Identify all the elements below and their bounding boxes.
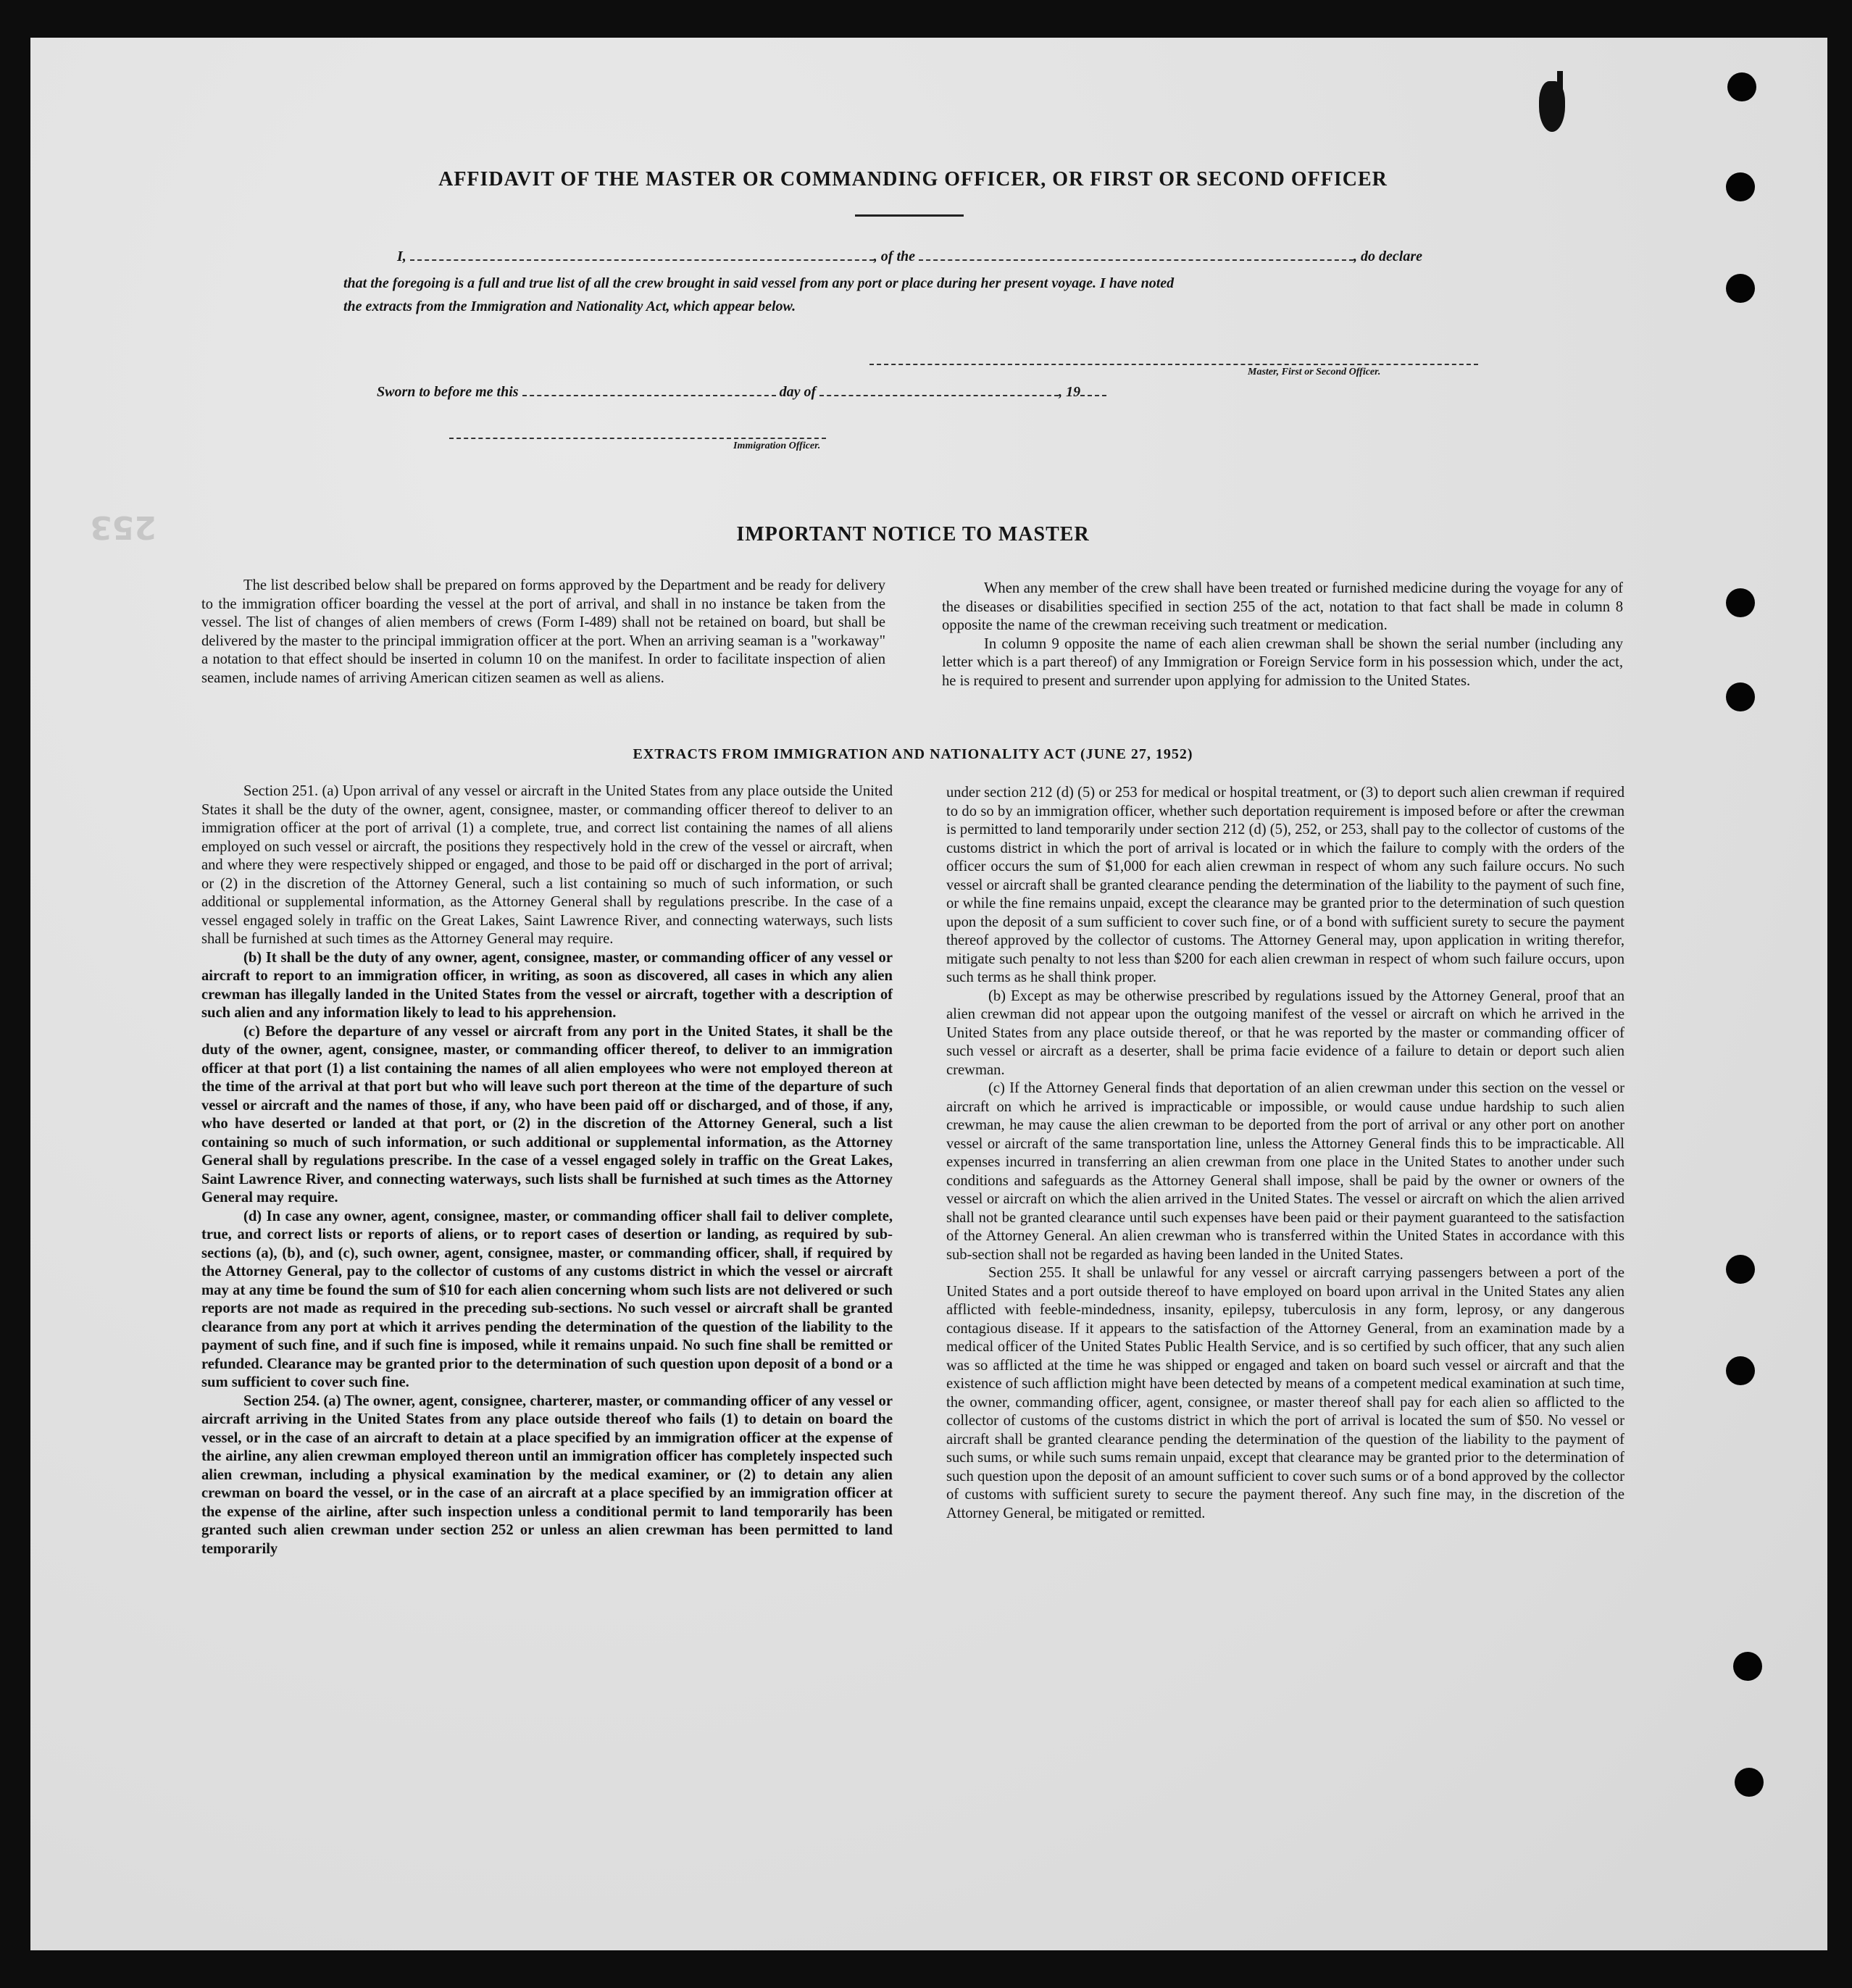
section-254a-continued-paragraph: under section 212 (d) (5) or 253 for medical or hospital treatment, or (3) to deport such alien crewman if required to do so by an immigration officer, whether such deportation requirement is imposed before or after the crewman is permitted to land temporarily under section 212 (d) (5), 252, or 253, shall pay to the collector of customs of the customs district in which the port of arrival is located or in which the failure to comply with the orders of the officer occurs the sum of $1,000 for each alien crewman in respect of whom any such failure occurs. No such vessel or aircraft shall be granted clearance pending the determination of the liability to the payment of such fine, or while the fine remains unpaid, except the clearance may be granted prior to the determination of such question upon the deposit of a sum sufficient to cover such fine, or of a bond with sufficient surety to secure the payment thereof approved by the collector of customs. The Attorney General may, upon application in writing therefor, mitigate such penalty to not less than $200 for each alien crewman in respect of whom such failure occurs, upon such terms as he shall think proper. xyxy=(946,785,1624,985)
section-255-paragraph: Section 255. It shall be unlawful for any vessel or aircraft carrying passengers between a port of the United States and a port outside thereof to have employed on board upon arrival in the United States any alien afflicted with feeble-mindedness, insanity, epilepsy, tuberculosis in any form, leprosy, or any dangerous contagious disease. If it appears to the satisfaction of the Attorney General, from an examination made by a medical officer of the United States Public Health Service, and is so certified by such officer, that any such alien was so afflicted at the time he was shipped or engaged and taken on board such vessel or aircraft and that the existence of such affliction might have been detected by means of a competent medical examination at such time, the owner, commanding officer, agent, consignee, or master thereof shall pay for each alien so afflicted to the collector of customs of the customs district in which the port of arrival is located the sum of $50. No vessel or aircraft shall be granted clearance pending the determination of the question of the liability to the payment of such sums, or while such sums remain unpaid, except that clearance may be granted prior to the determination of such question upon the deposit of an amount sufficient to cover such sums or of a bond approved by the collector of customs with sufficient surety to secure the payment thereof. Any such fine may, in the discretion of the Attorney General, be mitigated or remitted. xyxy=(946,1265,1624,1521)
binder-hole xyxy=(1726,1255,1755,1284)
declaration-start: I, xyxy=(397,248,406,264)
binder-hole xyxy=(1726,1356,1755,1385)
declaration-mid: , of the xyxy=(873,248,916,264)
sworn-day-field[interactable] xyxy=(522,385,776,396)
notice-paragraph: In column 9 opposite the name of each alien crewman shall be shown the serial number (including any letter which is a part thereof) of any Immigration or Foreign Service form in his possession which, under the act, he is required to present and surrender upon applying for admission to the United States. xyxy=(942,635,1623,689)
name-field[interactable] xyxy=(410,249,874,261)
extracts-left-column xyxy=(201,782,893,1558)
sworn-month-field[interactable] xyxy=(819,385,1059,396)
section-251c-paragraph: (c) Before the departure of any vessel or aircraft from any port in the United States, it shall be the duty of the owner, agent, consignee, master, or commanding officer thereof, to deliver to an immigration officer at that port (1) a list containing the names of all alien employees who were not employed thereon at the time of the arrival at that port but who will leave such port thereon at the time of the departure of such vessel or aircraft and the names of those, if any, who have been paid off or discharged, and of those, if any, who have deserted or landed at that port, or (2) in the discretion of the Attorney General, such a list containing so much of such information, or such additional or supplemental information, as the Attorney General shall by regulations prescribe. In the case of a vessel engaged solely in traffic on the Great Lakes, Saint Lawrence River, and connecting waterways, such lists shall be furnished at such times as the Attorney General may require. xyxy=(201,1023,893,1206)
declaration-text-line: the extracts from the Immigration and Nationality Act, which appear below. xyxy=(343,298,796,314)
sworn-year-field[interactable] xyxy=(1080,385,1106,396)
sworn-mid: day of xyxy=(779,384,817,400)
section-254b-paragraph: (b) Except as may be otherwise prescribed by regulations issued by the Attorney General, proof that an alien crewman did not appear upon the outgoing manifest of the vessel or aircraft on which he arrived in the United States from any place outside thereof, or that he was reported by the master or commanding officer of such vessel or aircraft as a deserter, shall be prima facie evidence of a failure to detain or deport such alien crewman. xyxy=(946,987,1624,1078)
declaration-line xyxy=(397,248,1422,265)
binder-hole xyxy=(1727,72,1756,101)
section-251a-paragraph: Section 251. (a) Upon arrival of any vessel or aircraft in the United States from any place outside the United States it shall be the duty of the owner, agent, consignee, master, or commanding officer thereof to deliver to an immigration officer at the port of arrival (1) a complete, true, and correct list containing the names of all aliens employed on such vessel or aircraft, the positions they respectively hold in the crew of the vessel or aircraft, when and where they were respectively shipped or engaged, and those to be paid off or discharged in the port of arrival; or (2) in the discretion of the Attorney General, such a list containing so much of such information, or such additional or supplemental information, as the Attorney General shall by regulations prescribe. In the case of a vessel engaged solely in traffic on the Great Lakes, Saint Lawrence River, and connecting waterways, such lists shall be furnished at such times as the Attorney General may require. xyxy=(201,783,893,947)
notice-left-column xyxy=(201,577,885,688)
binder-hole xyxy=(1733,1652,1762,1681)
section-251b-paragraph: (b) It shall be the duty of any owner, agent, consignee, master, or commanding officer of any vessel or aircraft to report to an immigration officer, in writing, as soon as discovered, all cases in which any alien crewman has illegally landed in the United States from the vessel or aircraft, together with a description of such alien and any information likely to lead to his apprehension. xyxy=(201,949,893,1021)
sworn-end: , 19 xyxy=(1059,384,1081,400)
section-254c-paragraph: (c) If the Attorney General finds that deportation of an alien crewman under this section on the vessel or aircraft on which he arrived is impracticable or impossible, or would cause undue hardship to such alien crewman, he may cause the alien crewman to be deported from the port of arrival or any other port on another vessel or aircraft of the same transportation line, unless the Attorney General finds this to be impracticable. All expenses incurred in transferring an alien crewman from one place in the United States to another under such conditions and safeguards as the Attorney General shall impose, shall be paid by the owner or owners of the vessel or aircraft on which the alien arrived in the United States. The vessel or aircraft on which the alien arrived shall not be granted clearance until such expenses have been paid or their payment guaranteed to the satisfaction of the Attorney General. An alien crewman who is transferred within the United States in accordance with this sub-section shall not be regarded as having been landed in the United States. xyxy=(946,1080,1624,1263)
master-signature-label: Master, First or Second Officer. xyxy=(1248,367,1381,377)
page-stamp: 253 xyxy=(90,509,157,546)
notice-right-column xyxy=(942,580,1623,690)
notice-paragraph: When any member of the crew shall have been treated or furnished medicine during the voyage for any of the diseases or disabilities specified in section 255 of the act, notation to that fact shall be made in column 8 opposite the name of the crewman receiving such treatment or medication. xyxy=(942,580,1623,633)
master-signature-line[interactable] xyxy=(869,354,1478,365)
section-254a-paragraph: Section 254. (a) The owner, agent, consignee, charterer, master, or commanding officer of any vessel or aircraft arriving in the United States from any place outside thereof who fails (1) to detain on board the vessel, or in the case of an aircraft to detain at a place specified by an immigration officer at the expense of the airline, any alien crewman employed thereon until an immigration officer has completely inspected such alien crewman, including a physical examination by the medical examiner, or (2) to detain any alien crewman on board the vessel, or in the case of an aircraft at a place specified by an immigration officer at the expense of the airline, after such inspection unless a conditional permit to land temporarily has been granted such alien crewman under section 252 or unless an alien crewman has been permitted to land temporarily xyxy=(201,1392,893,1557)
notice-paragraph: The list described below shall be prepared on forms approved by the Department and be ready for delivery to the immigration officer boarding the vessel at the port of arrival, and shall in no instance be taken from the vessel. The list of changes of alien members of crews (Form I-489) shall not be retained on board, but shall be delivered by the master to the principal immigration officer at the port. When an arriving seaman is a "workaway" a notation to that effect should be inserted in column 10 on the manifest. In order to facilitate inspection of alien seamen, include names of arriving American citizen seamen as well as aliens. xyxy=(201,577,885,686)
binder-hole xyxy=(1726,588,1755,617)
binder-hole xyxy=(1726,274,1755,303)
extracts-right-column xyxy=(946,784,1624,1523)
sworn-line xyxy=(377,384,1106,401)
section-251d-paragraph: (d) In case any owner, agent, consignee, master, or commanding officer shall fail to deliver complete, true, and correct lists or reports of aliens, or to report cases of desertion or landing, as required by sub-sections (a), (b), and (c), such owner, agent, consignee, master, or commanding officer, shall, if required by the Attorney General, pay to the collector of customs of any customs district in which the vessel or aircraft may at any time be found the sum of $10 for each alien concerning whom such lists are not delivered or such reports are not made as required in the preceding sub-sections. No such vessel or aircraft shall be granted clearance from any port at which it arrives pending the determination of the question of the liability to the payment of such fine, and if such fine is imposed, while it remains unpaid. No such fine shall be remitted or refunded. Clearance may be granted prior to the determination of such question upon deposit of a bond or a sum sufficient to cover such fine. xyxy=(201,1208,893,1390)
affidavit-title: AFFIDAVIT OF THE MASTER OR COMMANDING OFFICER, OR FIRST OR SECOND OFFICER xyxy=(438,168,1388,191)
notice-title: IMPORTANT NOTICE TO MASTER xyxy=(736,523,1090,546)
title-underline xyxy=(855,214,964,217)
binder-hole xyxy=(1735,1768,1764,1797)
officer-signature-label: Immigration Officer. xyxy=(733,440,821,451)
vessel-field[interactable] xyxy=(919,249,1353,261)
extracts-title: EXTRACTS FROM IMMIGRATION AND NATIONALITY ACT (JUNE 27, 1952) xyxy=(633,746,1193,762)
officer-signature-line[interactable] xyxy=(449,427,826,439)
ink-blot xyxy=(1539,81,1565,132)
binder-hole xyxy=(1726,682,1755,711)
declaration-end: , do declare xyxy=(1353,248,1422,264)
declaration-text-line: that the foregoing is a full and true list of all the crew brought in said vessel from any port or place during her present voyage. I have noted xyxy=(343,275,1175,291)
sworn-start: Sworn to before me this xyxy=(377,384,519,400)
